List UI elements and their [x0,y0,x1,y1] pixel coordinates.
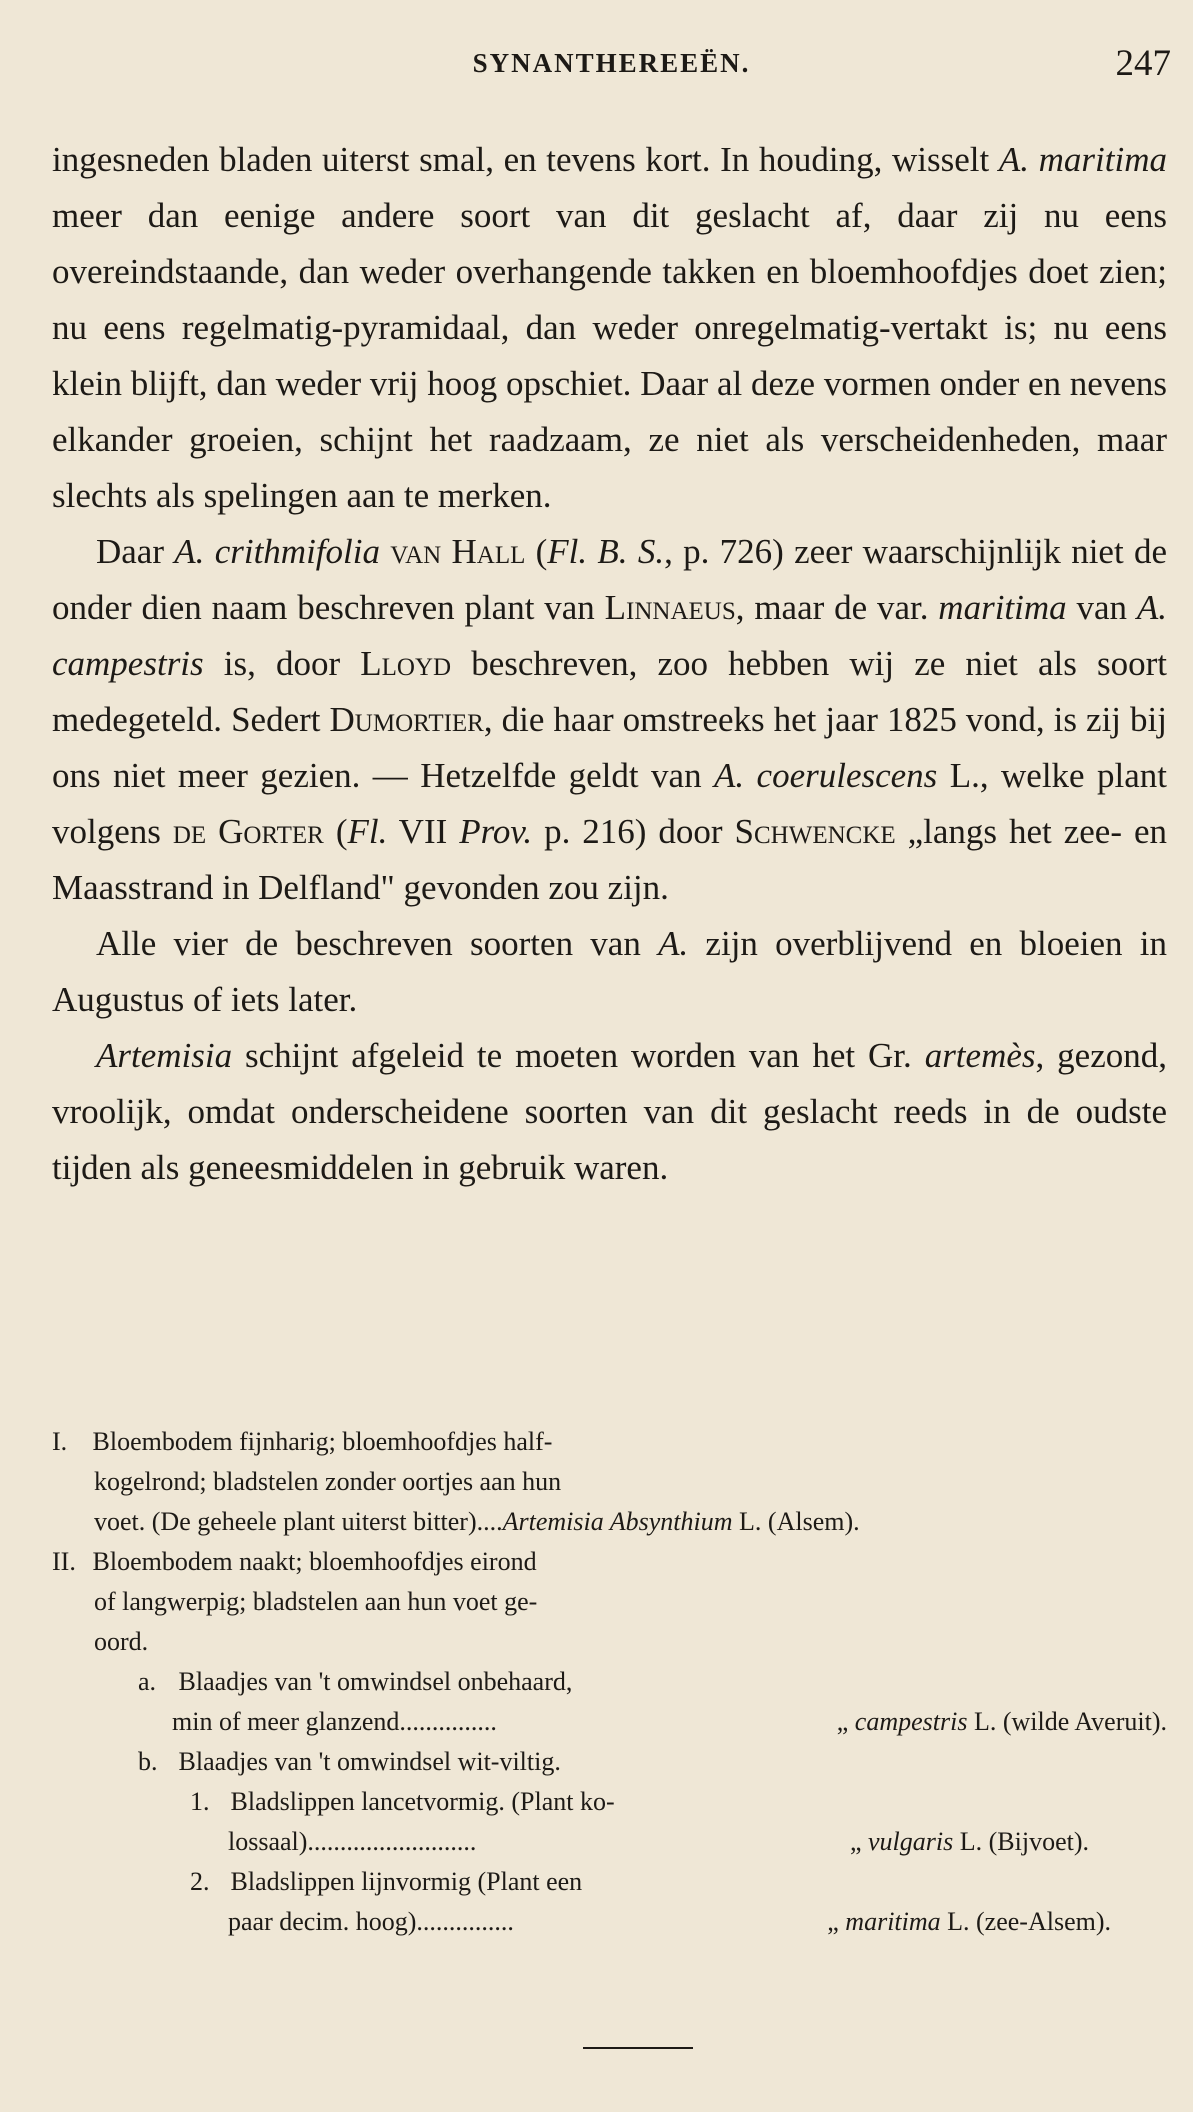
key-result-species: maritima [845,1907,941,1936]
text-run: meer dan eenige andere soort van dit geslacht af, daar zij nu eens overeindstaande, dan weder overhangende takken en bloemhoofdjes doet zien; nu eens regelmatig-pyramidaal, dan weder onregelmatig-vertakt is; nu eens klein blijft, dan weder vrij hoog opschiet. Daar al deze vormen onder en nevens elkander groeien, schijnt het raadzaam, ze niet als verscheidenheden, maar slechts als spelingen aan te merken. [52,196,1167,515]
key-line [52,1902,1167,1942]
key-result-common: L. (Alsem). [732,1507,860,1536]
species-name: A. maritima [998,140,1167,179]
key-text: Bladslippen lijnvormig (Plant een [230,1867,583,1896]
key-label: II. [52,1547,76,1576]
key-result-species: vulgaris [868,1827,954,1856]
text-run: VII [387,812,460,851]
key-result-species: Artemisia Absynthium [502,1507,733,1536]
key-line [52,1702,1167,1742]
text-run: zijn overblijvend en bloeien in Augustus of iets later. [52,924,1167,1019]
text-run: beschreven, zoo hebben wij ze niet als soort medegeteld. Sedert [52,644,1167,739]
text-run: van [1066,588,1137,627]
key-text: Blaadjes van 't omwindsel wit-viltig. [178,1747,561,1776]
reference-title: Fl. [347,812,388,851]
species-name: A. [658,924,689,963]
key-label: 1. [190,1787,210,1816]
key-text: Bloembodem naakt; bloemhoofdjes eirond [92,1547,537,1576]
key-text: Bloembodem fijnharig; bloemhoofdjes half- [92,1427,553,1456]
species-name: maritima [938,588,1067,627]
key-line [52,1622,1167,1662]
key-line [52,1662,1167,1702]
text-run: ( [525,532,548,571]
key-label: a. [138,1667,157,1696]
end-rule [583,2047,693,2049]
page-number: 247 [1115,43,1171,84]
text-run: ( [323,812,348,851]
text-run: p. 216) door [532,812,735,851]
greek-word: artemès [924,1036,1036,1075]
key-label: I. [52,1427,68,1456]
key-line [52,1862,1167,1902]
paragraph-1 [52,132,1167,524]
key-line [52,1542,1167,1582]
author-name: Linnaeus [604,588,736,627]
key-line [52,1822,1167,1862]
text-run: Daar [96,532,175,571]
reference-title: Fl. B. S. [547,532,665,571]
key-line [52,1422,1167,1462]
author-name: van Hall [379,532,526,571]
reference-title: Prov. [459,812,533,851]
text-run: , p. 726) zeer waarschijnlijk niet de onder dien naam beschreven plant van [52,532,1167,627]
key-result [850,1822,1167,1862]
text-run: „langs het zee- en Maasstrand in Delfland" gevonden zou zijn. [52,812,1167,907]
key-text: oord. [94,1627,149,1656]
species-name: A. campestris [52,588,1167,683]
key-line [52,1742,1167,1782]
key-line [52,1782,1167,1822]
paragraph-4 [52,1028,1167,1196]
key-text: Bladslippen lancetvormig. (Plant ko- [230,1787,615,1816]
identification-key [52,1422,1167,1942]
key-result-species: campestris [854,1707,968,1736]
paragraph-3 [52,916,1167,1028]
key-result [837,1702,1167,1742]
author-name: de Gorter [172,812,324,851]
key-result-common: L. (zee-Alsem). [940,1907,1111,1936]
ditto-mark: „ [849,1827,868,1856]
key-text: kogelrond; bladstelen zonder oortjes aan hun [94,1467,562,1496]
author-name: Schwencke [734,812,896,851]
text-run: , maar de var. [735,588,939,627]
running-title: SYNANTHEREEËN. [472,48,751,78]
text-run: ingesneden bladen uiterst smal, en tevens kort. In houding, wisselt [52,140,999,179]
paragraph-2 [52,524,1167,916]
key-text: lossaal).......................... [228,1827,477,1856]
key-label: 2. [190,1867,210,1896]
text-run: Alle vier de beschreven soorten van [96,924,659,963]
species-name: A. crithmifolia [174,532,380,571]
key-result [827,1902,1167,1942]
author-name: Dumortier [329,700,484,739]
page-header [52,42,1171,92]
body-text [52,132,1167,1196]
text-run: , gezond, vroolijk, omdat onderscheidene soorten van dit geslacht reeds in de oudste tijden als geneesmiddelen in gebruik waren. [52,1036,1167,1187]
genus-name: Artemisia [96,1036,233,1075]
key-line [52,1462,1167,1502]
key-text: of langwerpig; bladstelen aan hun voet ge- [94,1587,538,1616]
key-result-common: L. (Bijvoet). [953,1827,1089,1856]
key-result-common: L. (wilde Averuit). [967,1707,1167,1736]
text-run: is, door [203,644,361,683]
key-text: voet. (De geheele plant uiterst bitter).... [94,1507,503,1536]
text-run: L., welke plant volgens [52,756,1167,851]
key-line [52,1582,1167,1622]
text-run: schijnt afgeleid te moeten worden van het Gr. [232,1036,925,1075]
key-line [52,1502,1167,1542]
key-text: min of meer glanzend............... [172,1707,497,1736]
key-text: Blaadjes van 't omwindsel onbehaard, [178,1667,573,1696]
ditto-mark: „ [836,1707,855,1736]
species-name: A. coerulescens [714,756,938,795]
key-text: paar decim. hoog)............... [228,1907,514,1936]
text-run: , die haar omstreeks het jaar 1825 vond, is zij bij ons niet meer gezien. — Hetzelfde geldt van [52,700,1167,795]
key-label: b. [138,1747,158,1776]
author-name: Lloyd [360,644,452,683]
ditto-mark: „ [827,1907,846,1936]
